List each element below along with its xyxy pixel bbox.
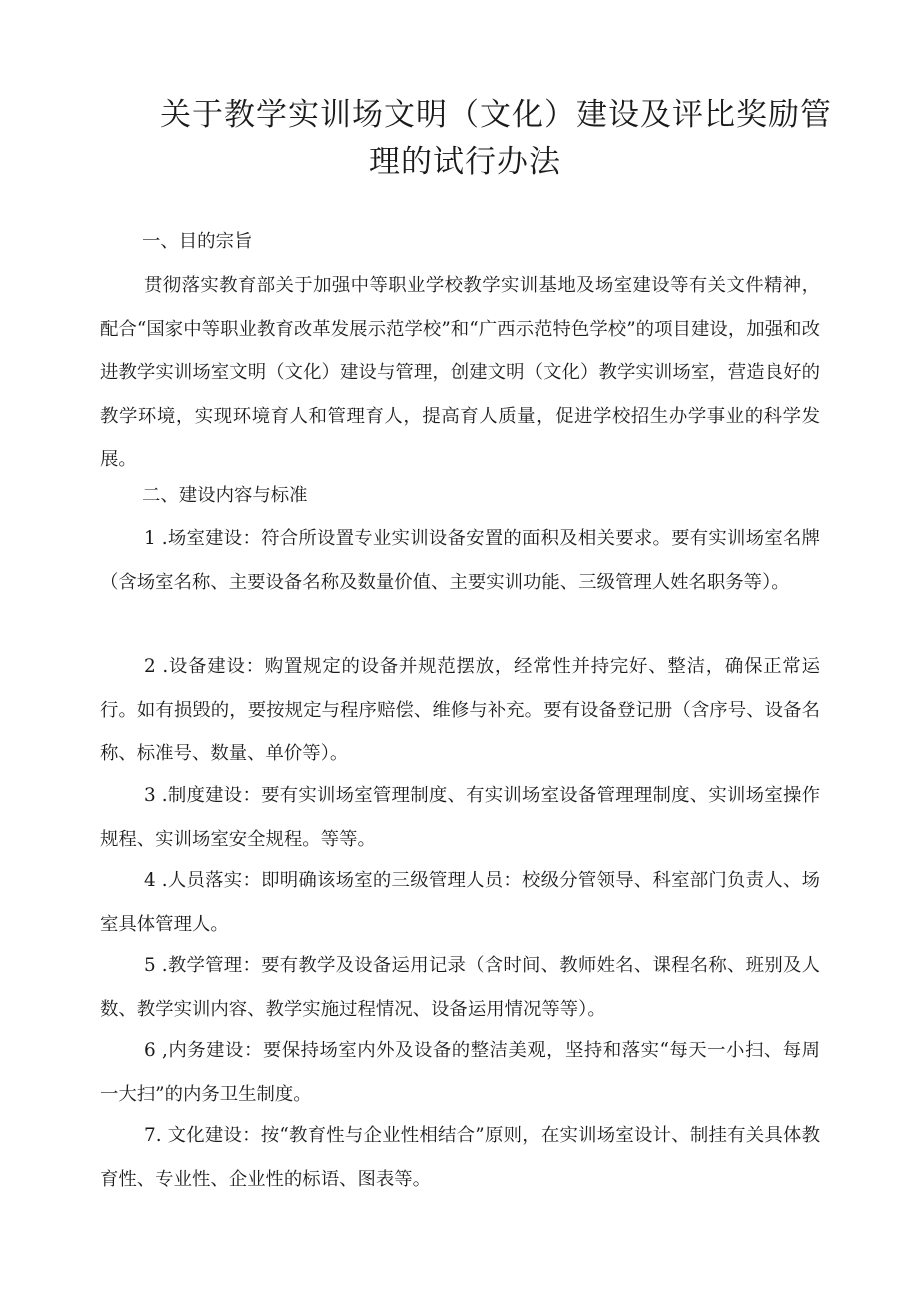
list-item-personnel: 4 .人员落实：即明确该场室的三级管理人员：校级分管领导、科室部门负责人、场室具体管理人。 [100, 870, 820, 935]
list-item-teaching-management: 5 .教学管理：要有教学及设备运用记录（含时间、教师姓名、课程名称、班别及人数、教学实训内容、教学实施过程情况、设备运用情况等等）。 [100, 955, 820, 1020]
list-item-culture-construction: 7. 文化建设：按“教育性与企业性相结合”原则，在实训场室设计、制挂有关具体教育性、专业性、企业性的标语、图表等。 [100, 1125, 820, 1190]
section-paragraph-purpose: 贯彻落实教育部关于加强中等职业学校教学实训基地及场室建设等有关文件精神，配合“国家中等职业教育改革发展示范学校”和“广西示范特色学校”的项目建设，加强和改进教学实训场室文明（文化）建设与管理，创建文明（文化）教学实训场室，营造良好的教学环境，实现环境育人和管理育人，提高育人质量，促进学校招生办学事业的科学发展。 [100, 275, 820, 470]
document-title-line-1: 关于教学实训场文明（文化）建设及评比奖励管 [160, 97, 832, 133]
list-item-system-construction: 3 .制度建设：要有实训场室管理制度、有实训场室设备管理理制度、实训场室操作规程、实训场室安全规程。等等。 [100, 785, 820, 850]
list-item-site-construction: 1 .场室建设：符合所设置专业实训设备安置的面积及相关要求。要有实训场室名牌（含场室名称、主要设备名称及数量价值、主要实训功能、三级管理人姓名职务等）。 [100, 528, 820, 593]
document-title-line-2: 理的试行办法 [369, 144, 561, 180]
section-heading-content-standards: 二、建设内容与标准 [142, 485, 308, 506]
list-item-equipment-construction: 2 .设备建设：购置规定的设备并规范摆放，经常性并持完好、整洁，确保正常运行。如有损毁的，要按规定与程序赔偿、维修与补充。要有设备登记册（含序号、设备名称、标准号、数量、单价等）。 [100, 656, 820, 764]
section-heading-purpose: 一、目的宗旨 [142, 231, 253, 252]
list-item-housekeeping: 6 ,内务建设：要保持场室内外及设备的整洁美观，坚持和落实“每天一小扫、每周一大扫”的内务卫生制度。 [100, 1040, 820, 1105]
